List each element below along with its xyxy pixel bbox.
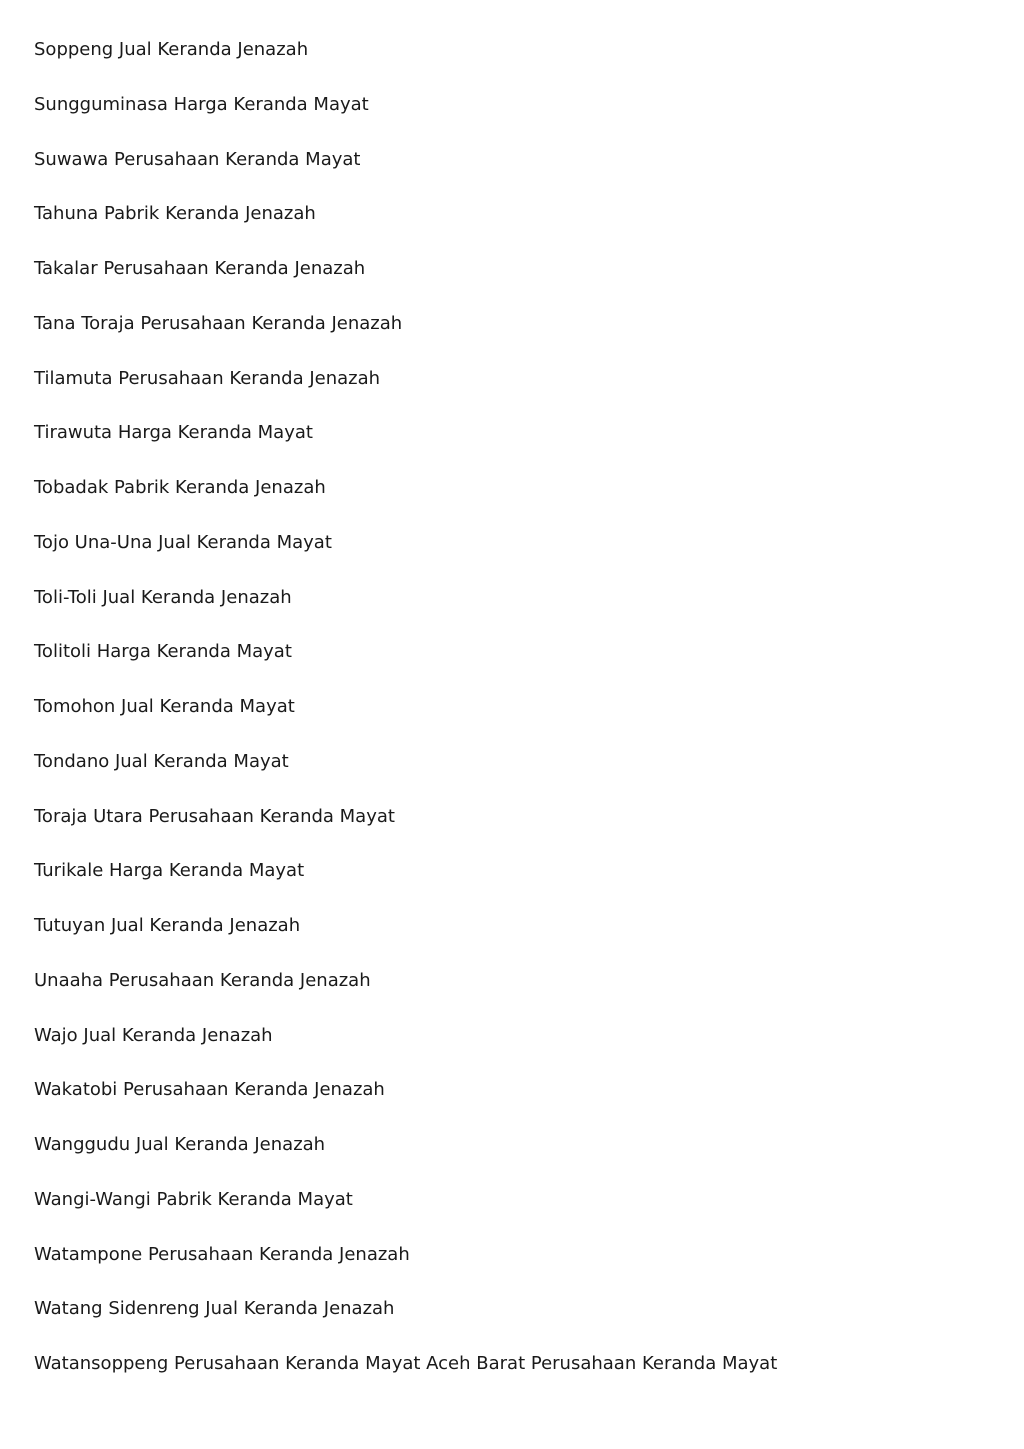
text-line: Turikale Harga Keranda Mayat <box>34 860 305 882</box>
text-line: Unaaha Perusahaan Keranda Jenazah <box>34 969 371 991</box>
text-line: Wajo Jual Keranda Jenazah <box>34 1024 273 1046</box>
text-line: Tahuna Pabrik Keranda Jenazah <box>34 203 316 225</box>
text-line: Tilamuta Perusahaan Keranda Jenazah <box>34 367 381 389</box>
text-line: Watampone Perusahaan Keranda Jenazah <box>34 1243 410 1265</box>
text-line: Watang Sidenreng Jual Keranda Jenazah <box>34 1298 395 1320</box>
text-line: Toraja Utara Perusahaan Keranda Mayat <box>34 805 395 827</box>
text-line: Toli-Toli Jual Keranda Jenazah <box>34 586 292 608</box>
text-line: Suwawa Perusahaan Keranda Mayat <box>34 148 361 170</box>
text-line: Soppeng Jual Keranda Jenazah <box>34 39 309 60</box>
text-line: Watansoppeng Perusahaan Keranda Mayat Aceh Barat Perusahaan Keranda Mayat <box>34 1353 778 1374</box>
text-line: Wangi-Wangi Pabrik Keranda Mayat <box>34 1188 353 1210</box>
text-line: Sungguminasa Harga Keranda Mayat <box>34 93 369 115</box>
text-line: Wakatobi Perusahaan Keranda Jenazah <box>34 1079 385 1101</box>
text-line-list <box>34 36 994 1405</box>
text-line: Wanggudu Jual Keranda Jenazah <box>34 1134 326 1155</box>
text-line: Tojo Una-Una Jual Keranda Mayat <box>34 531 332 553</box>
text-line: Tobadak Pabrik Keranda Jenazah <box>34 477 326 498</box>
text-line: Tana Toraja Perusahaan Keranda Jenazah <box>34 312 403 334</box>
text-line: Tutuyan Jual Keranda Jenazah <box>34 915 301 936</box>
text-line: Tirawuta Harga Keranda Mayat <box>34 422 313 444</box>
text-line: Tolitoli Harga Keranda Mayat <box>34 641 292 663</box>
text-line: Takalar Perusahaan Keranda Jenazah <box>34 258 366 279</box>
text-line: Tondano Jual Keranda Mayat <box>34 750 289 772</box>
text-line: Tomohon Jual Keranda Mayat <box>34 696 295 717</box>
